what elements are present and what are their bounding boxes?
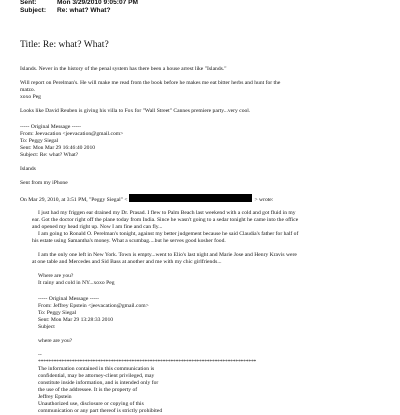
quoted-line: I am the only one left in New York. Town is empty...went to Elio's last night and Marie Jose and Henry Kravis were xyxy=(38,252,297,258)
quote-header-line: From: Jeevacation <jeevacation@gmail.com> xyxy=(20,131,124,137)
sent-label: Sent: xyxy=(20,0,37,6)
disclaimer-line: The information contained in this communication is xyxy=(38,366,155,372)
disclaimer-line: the use of the addressee. It is the property of xyxy=(38,387,138,393)
quoted-line: ear. Got the doctor right off the plane today from India. Since he wasn't going to a sedar tonight he came into the office xyxy=(32,217,299,223)
disclaimer-line: confidential, may be attorney-client privileged, may xyxy=(38,373,155,379)
subject-row xyxy=(20,7,110,15)
separator-line: ************************************************************************************ xyxy=(38,359,257,365)
quote-header-line: To: Peggy Siegal xyxy=(38,310,77,316)
quoted-line: It rainy and cold in NY...xoxo Peg xyxy=(38,280,115,286)
body-line: Islands. Never in the history of the penal system has there been a house arrest like "Islands." xyxy=(20,66,227,72)
redaction-bar xyxy=(129,194,252,202)
quoted-line: his estate using Samantha's money. What a scumbag....but he serves good kosher food. xyxy=(32,238,226,244)
quoted-line: Where are you? xyxy=(38,273,74,279)
quote-header-line: From: Jeffrey Epstein <jeevacation@gmail.com> xyxy=(38,303,149,309)
disclaimer-line: Jeffrey Epstein xyxy=(38,394,72,400)
page-title: Title: Re: what? What? xyxy=(20,39,109,50)
quote-header-line: Subject: Re: what? What? xyxy=(20,152,79,158)
quote-header-line: ----- Original Message ----- xyxy=(20,124,82,130)
body-line: Islands xyxy=(20,166,36,172)
attribution-before: On Mar 29, 2010, at 3:51 PM, "Peggy Siegal" < xyxy=(20,197,128,203)
quoted-line: where are you? xyxy=(38,338,73,344)
disclaimer-line: communication or any part thereof is strictly prohibited xyxy=(38,408,163,414)
subject-label: Subject: xyxy=(20,7,47,14)
quote-header-line: Sent: Mon Mar 29 16:46:40 2010 xyxy=(20,145,96,151)
disclaimer-line: constitute inside information, and is intended only for xyxy=(38,380,159,386)
sent-row xyxy=(20,0,138,7)
quoted-line: I just had my friggen ear drained my Dr. Prasad. I flew to Palm Beach last weekend with a cold and got fluid in my xyxy=(38,210,296,216)
body-line: Sent from my iPhone xyxy=(20,180,68,186)
quoted-line: I am going to Ronald O. Perelman's tonight, against my better judgement because he said Claudia's father for half of xyxy=(38,231,299,237)
body-line: matzo. xyxy=(20,87,36,93)
body-line: xoxo Peg xyxy=(20,94,41,100)
attribution-after: > wrote: xyxy=(254,197,274,203)
quote-header-line: To: Peggy Siegal xyxy=(20,138,59,144)
body-line: Looks like David Reuben is giving his villa to Fox for "Wall Street" Cannes premiere party...very cool. xyxy=(20,108,251,114)
signature-dashes: -- xyxy=(38,352,42,358)
quoted-line: and opened my head right up. Now I am fine and can fly... xyxy=(32,224,163,230)
quote-header-line: Sent: Mon Mar 29 13:28:33 2010 xyxy=(38,317,114,323)
attribution-line xyxy=(20,194,273,204)
quoted-line: at one table and Mercedes and Sid Bass at another and me with my chic girlfriends... xyxy=(32,259,222,265)
quote-header-line: Subject xyxy=(38,324,55,330)
sent-value: Mon 3/29/2010 9:05:07 PM xyxy=(57,0,138,6)
body-line: Will report on Perelman's. He will make me read from the book before he makes me eat bitter herbs and hunt for the xyxy=(20,80,281,86)
subject-value: Re: what? What? xyxy=(57,7,111,14)
disclaimer-line: Unauthorized use, disclosure or copying of this xyxy=(38,401,144,407)
quote-header-line: ----- Original Message ----- xyxy=(38,296,100,302)
